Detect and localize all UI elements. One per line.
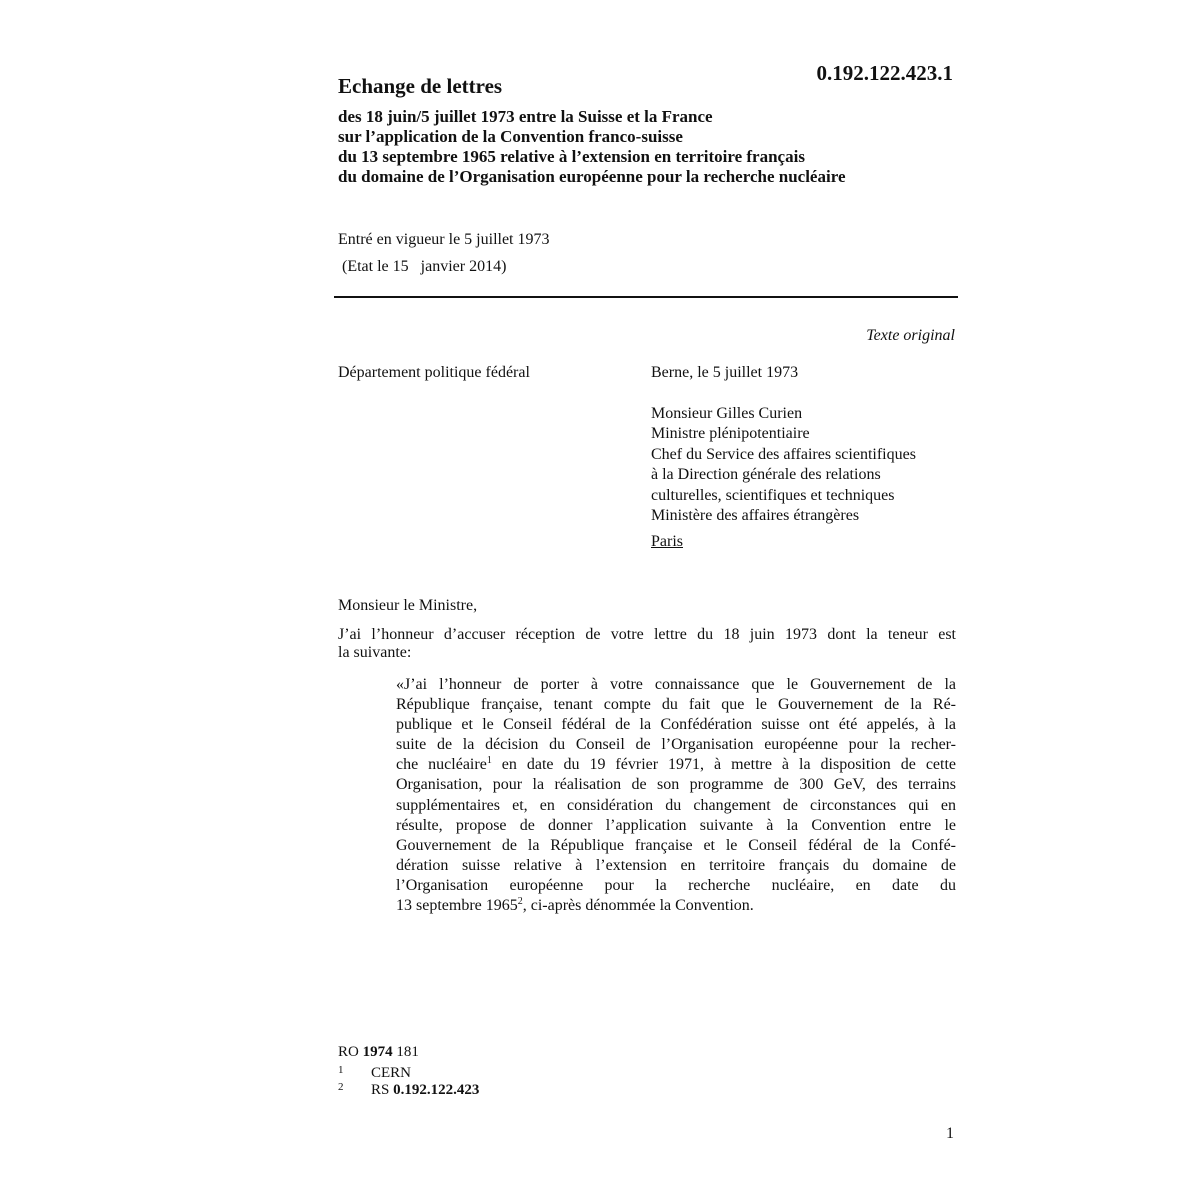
entry-into-force: Entré en vigueur le 5 juillet 1973 [338,231,550,248]
quote-text: 13 septembre 1965 [396,897,518,915]
sender-department: Département politique fédéral [338,364,530,381]
paragraph-line: J’ai l’honneur d’accuser réception de votre lettre du 18 juin 1973 dont la teneur est [338,626,956,643]
recipient-line: Monsieur Gilles Curien [651,405,803,422]
footnote-number: 1 [338,1064,344,1076]
quote-line: Organisation, pour la réalisation de son programme de 300 GeV, des terrains [396,776,956,794]
official-reference [338,1044,419,1061]
quote-line: «J’ai l’honneur de porter à votre connaissance que le Gouvernement de la [396,676,956,693]
footnote-text: RS [371,1082,394,1098]
quote-line: Gouvernement de la République française et le Conseil fédéral de la Confé- [396,836,956,854]
ro-year: 1974 [362,1044,393,1060]
place-date: Berne, le 5 juillet 1973 [651,364,799,381]
footnote-ref-1[interactable]: 1 [486,755,492,767]
recipient-line: Ministre plénipotentiaire [651,425,810,443]
recipient-address [651,404,916,526]
quote-text: che nucléaire [396,756,487,774]
header-divider [334,296,958,298]
subtitle-line: du domaine de l’Organisation européenne pour la recherche nucléaire [338,167,846,186]
quote-line [396,755,956,775]
recipient-line: Ministère des affaires étrangères [651,507,860,525]
recipient-city: Paris [651,533,683,550]
paragraph-line: la suivante: [338,644,412,661]
quote-line: suite de la décision du Conseil de l’Organisation européenne pour la recher- [396,736,956,754]
footnote-1 [338,1064,411,1082]
quote-text: en date du 19 février 1971, à mettre à la disposition de cette [491,756,957,774]
intro-paragraph [338,626,956,662]
footnote-rs-number[interactable]: 0.192.122.423 [393,1082,480,1098]
ro-prefix: RO [338,1044,363,1060]
recipient-line: culturelles, scientifiques et techniques [651,486,895,504]
recipient-line: à la Direction générale des relations [651,466,881,484]
recipient-line: Chef du Service des affaires scientifiques [651,445,916,463]
footnote-ref-2[interactable]: 2 [517,896,523,908]
subtitle-line: du 13 septembre 1965 relative à l’extension en territoire français [338,147,805,166]
quote-line [396,896,956,916]
state-date: (Etat le 15 janvier 2014) [338,258,507,275]
footnote-text: CERN [371,1065,412,1081]
footnote-number: 2 [338,1081,344,1093]
quote-text: , ci-après dénommée la Convention. [522,897,754,915]
page-number: 1 [946,1125,954,1142]
document-subtitle [338,107,978,187]
quoted-letter [396,675,956,916]
footnote-2 [338,1081,479,1099]
quote-line: publique et le Conseil fédéral de la Confédération suisse ont été appelés, à la [396,716,956,734]
quote-line: l’Organisation européenne pour la recherche nucléaire, en date du [396,876,956,894]
quote-line: supplémentaires et, en considération du changement de circonstances qui en [396,796,956,814]
document-title: Echange de lettres [338,74,503,98]
ro-page: 181 [392,1044,419,1060]
quote-line: résulte, propose de donner l’application suivante à la Convention entre le [396,816,956,834]
document-number: 0.192.122.423.1 [816,61,953,85]
subtitle-line: sur l’application de la Convention franco-suisse [338,127,683,146]
subtitle-line: des 18 juin/5 juillet 1973 entre la Suisse et la France [338,107,713,126]
original-text-label: Texte original [866,327,955,344]
salutation: Monsieur le Ministre, [338,597,478,614]
quote-line: dération suisse relative à l’extension en territoire français du domaine de [396,856,956,874]
quote-line: République française, tenant compte du fait que le Gouvernement de la Ré- [396,696,956,714]
